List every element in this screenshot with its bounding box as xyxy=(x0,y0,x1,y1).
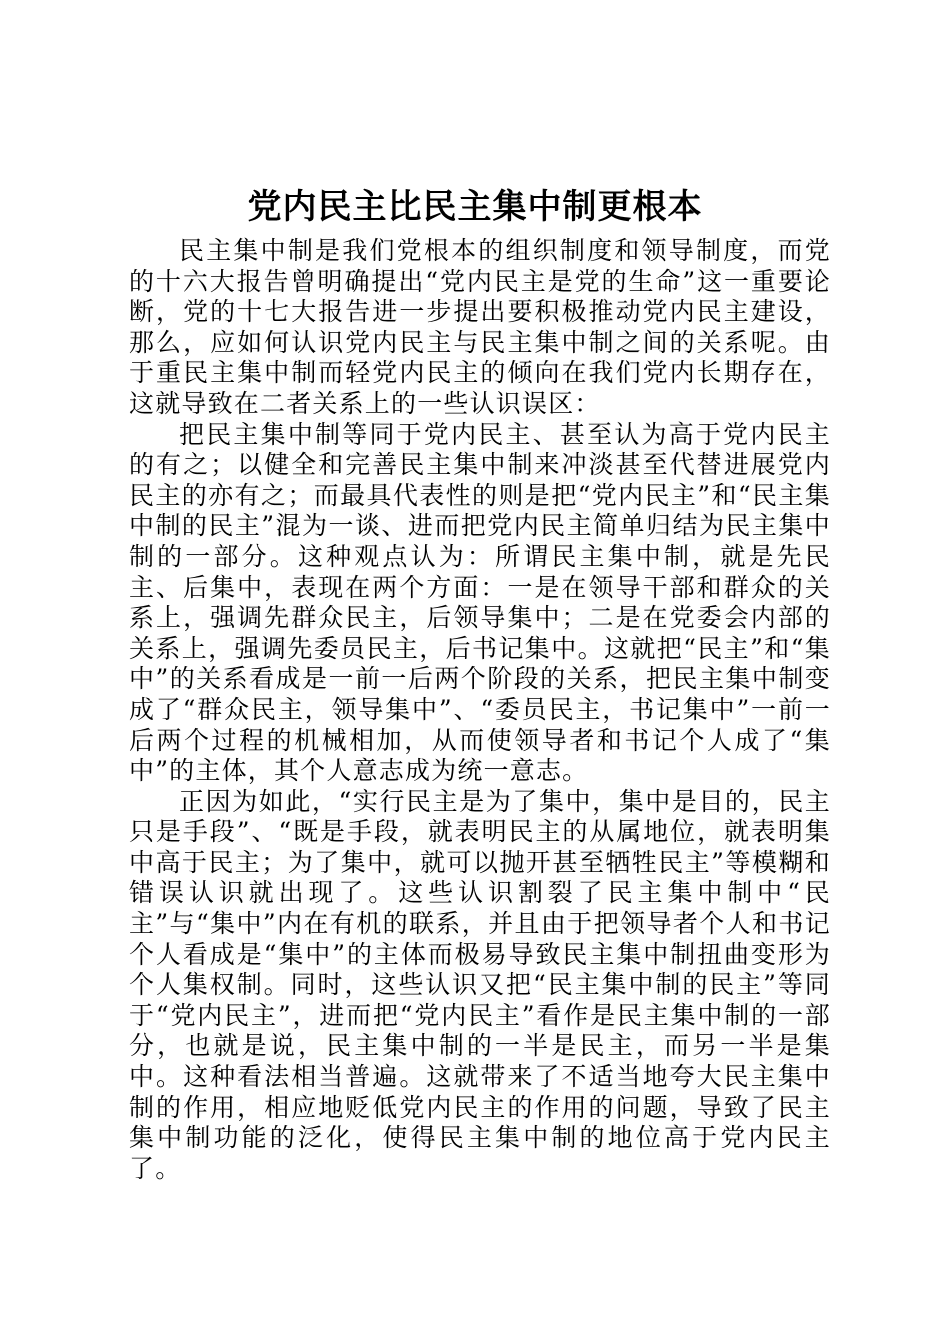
paragraph-1: 民主集中制是我们党根本的组织制度和领导制度，而党的十六大报告曾明确提出“党内民主是党的生命”这一重要论断，党的十七大报告进一步提出要积极推动党内民主建设，那么，应如何认识党内民主与民主集中制之间的关系呢。由于重民主集中制而轻党内民主的倾向在我们党内长期存在，这就导致在二者关系上的一些认识误区： xyxy=(129,236,831,418)
document-body xyxy=(129,236,831,1184)
paragraph-3: 正因为如此，“实行民主是为了集中，集中是目的，民主只是手段”、“既是手段，就表明民主的从属地位，就表明集中高于民主；为了集中，就可以抛开甚至牺牲民主”等模糊和错误认识就出现了。这些认识割裂了民主集中制中“民主”与“集中”内在有机的联系，并且由于把领导者个人和书记个人看成是“集中”的主体而极易导致民主集中制扭曲变形为个人集权制。同时，这些认识又把“民主集中制的民主”等同于“党内民主”，进而把“党内民主”看作是民主集中制的一部分，也就是说，民主集中制的一半是民主，而另一半是集中。这种看法相当普遍。这就带来了不适当地夸大民主集中制的作用，相应地贬低党内民主的作用的问题，导致了民主集中制功能的泛化，使得民主集中制的地位高于党内民主了。 xyxy=(129,786,831,1183)
document-title: 党内民主比民主集中制更根本 xyxy=(247,187,703,227)
paragraph-2: 把民主集中制等同于党内民主、甚至认为高于党内民主的有之；以健全和完善民主集中制来冲淡甚至代替进展党内民主的亦有之；而最具代表性的则是把“党内民主”和“民主集中制的民主”混为一谈、进而把党内民主简单归结为民主集中制的一部分。这种观点认为：所谓民主集中制，就是先民主、后集中，表现在两个方面：一是在领导干部和群众的关系上，强调先群众民主，后领导集中；二是在党委会内部的关系上，强调先委员民主，后书记集中。这就把“民主”和“集中”的关系看成是一前一后两个阶段的关系，把民主集中制变成了“群众民主，领导集中”、“委员民主，书记集中”一前一后两个过程的机械相加，从而使领导者和书记个人成了“集中”的主体，其个人意志成为统一意志。 xyxy=(129,419,831,786)
